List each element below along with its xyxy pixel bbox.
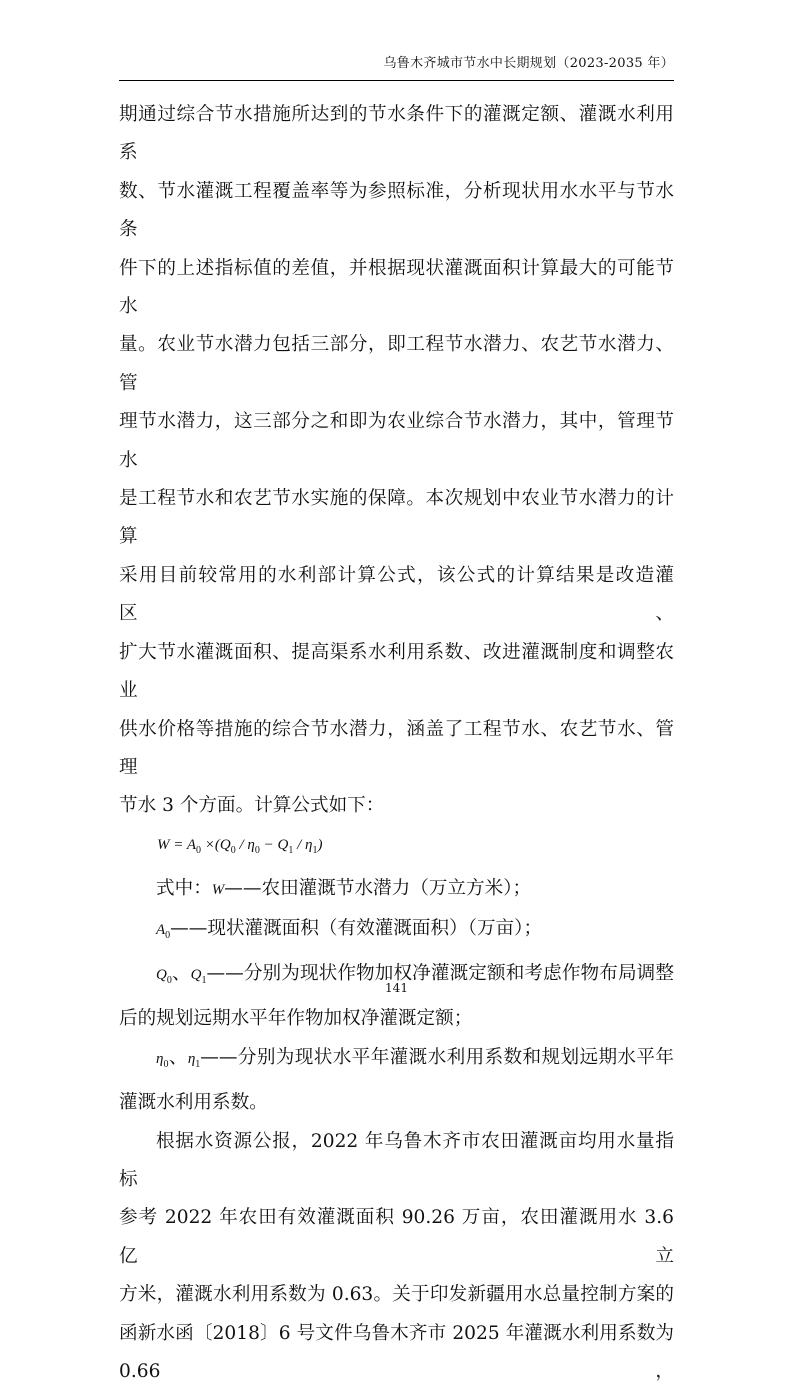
paragraph-line: 采用目前较常用的水利部计算公式，该公式的计算结果是改造灌区、 [119, 564, 674, 625]
paragraph-line: 理节水潜力，这三部分之和即为农业综合节水潜力，其中，管理节水 [119, 411, 674, 471]
page-body [119, 96, 674, 1391]
paragraph-line: 函新水函〔2018〕6 号文件乌鲁木齐市 2025 年灌溉水利用系数为 0.66， [119, 1322, 674, 1382]
running-header: 乌鲁木齐城市节水中长期规划（2023-2035 年） [383, 56, 674, 71]
water-saving-formula [119, 826, 674, 870]
page-number: 141 [385, 981, 408, 995]
symbol-q1-sub: 1 [201, 974, 207, 986]
symbol-eta1-sub: 1 [195, 1058, 201, 1070]
definition-eta [119, 1039, 674, 1084]
symbol-q0-sub: 0 [166, 974, 172, 986]
paragraph-line: 供水价格等措施的综合节水潜力，涵盖了工程节水、农艺节水、管理 [119, 718, 674, 778]
formula-eta1-sub: 1 [312, 844, 318, 856]
paragraph-line: 根据水资源公报，2022 年乌鲁木齐市农田灌溉亩均用水量指标 [119, 1130, 674, 1190]
definition-prefix: 式中： [156, 878, 212, 900]
paragraph-line: 扩大节水灌溉面积、提高渠系水利用系数、改进灌溉制度和调整农业 [119, 641, 674, 702]
paragraph-line: 是工程节水和农艺节水实施的保障。本次规划中农业节水潜力的计算 [119, 488, 674, 548]
definition-text: ——现状灌溉面积（有效灌溉面积）（万亩）； [170, 917, 543, 939]
formula-divide: / [235, 836, 248, 853]
symbol-eta0: η [156, 1050, 164, 1067]
definition-w [119, 870, 674, 909]
formula-times: ×( [201, 836, 220, 853]
definition-text: ——农田灌溉节水潜力（万立方米）； [224, 878, 532, 900]
formula-a-sub: 0 [196, 844, 202, 856]
symbol-a: A [156, 921, 166, 938]
paragraph-line: 参考 2022 年农田有效灌溉面积 90.26 万亩，农田灌溉用水 3.6 亿立 [119, 1207, 674, 1267]
formula-eta1: η [305, 836, 313, 853]
formula-divide: / [293, 836, 306, 853]
definition-q-continued: 后的规划远期水平年作物加权净灌溉定额； [119, 1008, 473, 1030]
symbol-eta0-sub: 0 [163, 1058, 169, 1070]
definition-text: ——分别为现状水平年灌溉水利用系数和规划远期水平年 [200, 1046, 674, 1068]
paragraph-line: 量。农业节水潜力包括三部分，即工程节水潜力、农艺节水潜力、管 [119, 334, 674, 394]
paragraph-line: 数、节水灌溉工程覆盖率等为参照标准，分析现状用水水平与节水条 [119, 180, 674, 241]
symbol-separator: 、 [168, 1046, 188, 1068]
paragraph-line: 件下的上述指标值的差值，并根据现状灌溉面积计算最大的可能节水 [119, 257, 674, 318]
definition-text: ——分别为现状作物加权净灌溉定额和考虑作物布局调整 [206, 962, 674, 984]
symbol-q0: Q [156, 966, 167, 983]
formula-q0-sub: 0 [230, 844, 236, 856]
symbol-q1: Q [190, 966, 202, 983]
formula-eta0-sub: 0 [254, 844, 260, 856]
symbol-separator: 、 [171, 962, 191, 984]
paragraph-line: 节水 3 个方面。计算公式如下： [119, 795, 385, 817]
formula-minus: − [259, 836, 278, 853]
paragraph-line: 期通过综合节水措施所达到的节水条件下的灌溉定额、灌溉水利用系 [119, 104, 674, 164]
symbol-eta1: η [187, 1050, 196, 1067]
symbol-a-sub: 0 [165, 929, 171, 941]
formula-close: ) [317, 836, 323, 853]
paragraph-line: 方米，灌溉水利用系数为 0.63。关于印发新疆用水总量控制方案的 [119, 1284, 674, 1306]
formula-w: W [157, 836, 170, 853]
definition-eta-continued: 灌溉水利用系数。 [119, 1092, 268, 1114]
formula-q0: Q [219, 836, 231, 853]
definition-a [119, 910, 674, 955]
header-divider [119, 80, 674, 81]
formula-a: A [186, 836, 197, 853]
formula-equals: = [169, 836, 187, 853]
formula-q1-sub: 1 [288, 844, 294, 856]
symbol-w: W [211, 882, 225, 899]
formula-eta0: η [247, 836, 255, 853]
formula-q1: Q [277, 836, 289, 853]
